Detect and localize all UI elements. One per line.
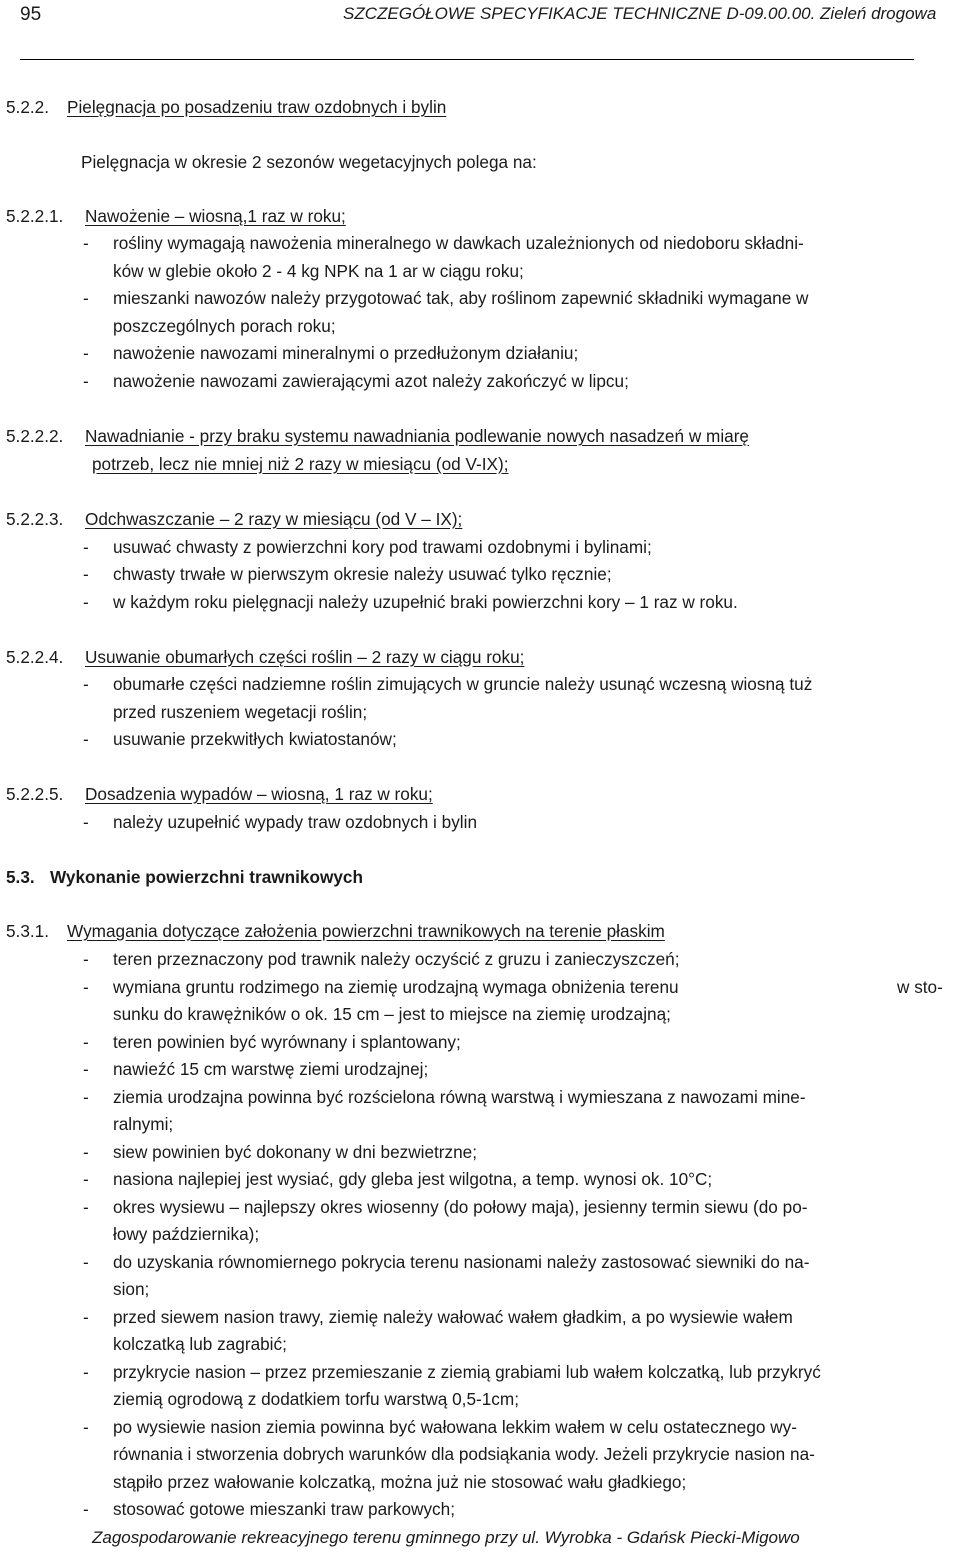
line-fragment: w sto- xyxy=(897,976,943,997)
bullet-dash: - xyxy=(83,949,89,969)
section-number: 5.2.2.4. xyxy=(6,647,64,667)
bullet-dash: - xyxy=(83,1196,89,1217)
section-number: 5.2.2.3. xyxy=(6,509,64,529)
list-item-text: rośliny wymagają nawożenia mineralnego w dawkach uzależnionych od niedoboru składni- xyxy=(113,233,804,253)
list-item-text: ralnymi; xyxy=(113,1114,174,1134)
list-item-text: stosować gotowe mieszanki traw parkowych; xyxy=(113,1499,455,1519)
bullet-dash: - xyxy=(83,674,89,694)
bullet-dash: - xyxy=(83,1169,89,1189)
list-item-text: nasiona najlepiej jest wysiać, gdy gleba jest wilgotna, a temp. wynosi ok. 10°C; xyxy=(113,1169,713,1189)
list-item-text: wymiana gruntu rodzimego na ziemię urodzajną wymaga obniżenia terenu xyxy=(113,976,679,997)
section-title: Nawożenie – wiosną,1 raz w roku; xyxy=(85,206,346,226)
list-item-text: usuwanie przekwitłych kwiatostanów; xyxy=(113,729,397,749)
list-item-text: po wysiewie nasion ziemia powinna być wałowana lekkim wałem w celu ostatecznego wy- xyxy=(113,1416,797,1437)
header-title: SZCZEGÓŁOWE SPECYFIKACJE TECHNICZNE D-09.00.00. Zieleń drogowa xyxy=(343,4,937,23)
list-item-text: łowy października); xyxy=(113,1224,260,1244)
bullet-dash: - xyxy=(83,1306,89,1327)
intro-paragraph: Pielęgnacja w okresie 2 sezonów wegetacyjnych polega na: xyxy=(81,152,537,172)
list-item-text: stąpiło przez wałowanie kolczatką, można już nie stosować wału gładkiego; xyxy=(113,1471,687,1492)
list-item-text: ziemią ogrodową z dodatkiem torfu warstwą 0,5-1cm; xyxy=(113,1389,519,1409)
section-title: Wymagania dotyczące założenia powierzchni trawnikowych na terenie płaskim xyxy=(67,921,665,941)
bullet-dash: - xyxy=(83,564,89,584)
bullet-dash: - xyxy=(83,1141,89,1162)
list-item-text: równania i stworzenia dobrych warunków dla podsiąkania wody. Jeżeli przykrycie nasion na- xyxy=(113,1444,815,1464)
list-item-text: ziemia urodzajna powinna być rozścielona równą warstwą i wymieszana z nawozami mine- xyxy=(113,1086,806,1107)
list-item-text: nawieźć 15 cm warstwę ziemi urodzajnej; xyxy=(113,1059,429,1079)
list-item-text: siew powinien być dokonany w dni bezwietrzne; xyxy=(113,1141,478,1162)
list-item-text: przed siewem nasion trawy, ziemię należy wałować wałem gładkim, a po wysiewie wałem xyxy=(113,1306,793,1327)
list-item-text: okres wysiewu – najlepszy okres wiosenny (do połowy maja), jesienny termin siewu (do po- xyxy=(113,1196,808,1217)
section-title: potrzeb, lecz nie mniej niż 2 razy w miesiącu (od V-IX); xyxy=(92,454,509,474)
list-item-text: obumarłe części nadziemne roślin zimujących w gruncie należy usunąć wczesną wiosną tuż xyxy=(113,674,813,694)
list-item-text: kolczatką lub zagrabić; xyxy=(113,1334,287,1354)
section-number: 5.2.2. xyxy=(6,97,50,117)
list-item-text: sunku do krawężników o ok. 15 cm – jest to miejsce na ziemię urodzajną; xyxy=(113,1004,671,1024)
list-item-text: sion; xyxy=(113,1279,150,1299)
bullet-dash: - xyxy=(83,343,89,363)
section-title: Wykonanie powierzchni trawnikowych xyxy=(50,867,363,887)
section-number: 5.2.2.1. xyxy=(6,206,64,226)
list-item-text: w każdym roku pielęgnacji należy uzupełnić braki powierzchni kory – 1 raz w roku. xyxy=(113,592,738,612)
section-title: Odchwaszczanie – 2 razy w miesiącu (od V – IX); xyxy=(85,509,463,529)
list-item-text: poszczególnych porach roku; xyxy=(113,316,336,336)
section-title: Pielęgnacja po posadzeniu traw ozdobnych i bylin xyxy=(67,97,447,117)
list-item-text: teren przeznaczony pod trawnik należy oczyścić z gruzu i zanieczyszczeń; xyxy=(113,949,680,969)
list-item-text: chwasty trwałe w pierwszym okresie należy usuwać tylko ręcznie; xyxy=(113,564,612,584)
bullet-dash: - xyxy=(83,1361,89,1382)
bullet-dash: - xyxy=(83,1416,89,1437)
section-title: Nawadnianie - przy braku systemu nawadniania podlewanie nowych nasadzeń w miarę xyxy=(85,426,749,446)
section-number: 5.2.2.2. xyxy=(6,426,64,446)
section-title: Dosadzenia wypadów – wiosną, 1 raz w roku; xyxy=(85,784,433,804)
bullet-dash: - xyxy=(83,812,89,832)
bullet-dash: - xyxy=(83,592,89,612)
section-number: 5.2.2.5. xyxy=(6,784,64,804)
header-rule xyxy=(20,59,914,60)
list-item-text: nawożenie nawozami zawierającymi azot należy zakończyć w lipcu; xyxy=(113,371,629,391)
page-number: 95 xyxy=(20,4,42,25)
bullet-dash: - xyxy=(83,1059,89,1079)
page-footer: Zagospodarowanie rekreacyjnego terenu gminnego przy ul. Wyrobka - Gdańsk Piecki-Migowo xyxy=(92,1528,800,1547)
section-title: Usuwanie obumarłych części roślin – 2 razy w ciągu roku; xyxy=(85,647,525,667)
list-item-text: należy uzupełnić wypady traw ozdobnych i bylin xyxy=(113,812,478,832)
list-item-text: przykrycie nasion – przez przemieszanie z ziemią grabiami lub wałem kolczatką, lub przykryć xyxy=(113,1361,821,1382)
bullet-dash: - xyxy=(83,371,89,391)
bullet-dash: - xyxy=(83,1251,89,1272)
bullet-dash: - xyxy=(83,976,89,997)
list-item-text: przed ruszeniem wegetacji roślin; xyxy=(113,702,368,722)
bullet-dash: - xyxy=(83,233,89,253)
list-item-text: usuwać chwasty z powierzchni kory pod trawami ozdobnymi i bylinami; xyxy=(113,537,652,557)
bullet-dash: - xyxy=(83,1086,89,1107)
bullet-dash: - xyxy=(83,729,89,749)
section-number: 5.3. xyxy=(6,867,35,887)
bullet-dash: - xyxy=(83,288,89,308)
section-number: 5.3.1. xyxy=(6,921,50,941)
list-item-text: ków w glebie około 2 - 4 kg NPK na 1 ar w ciągu roku; xyxy=(113,261,524,281)
list-item-text: teren powinien być wyrównany i splantowany; xyxy=(113,1031,461,1052)
list-item-text: nawożenie nawozami mineralnymi o przedłużonym działaniu; xyxy=(113,343,579,363)
bullet-dash: - xyxy=(83,1031,89,1052)
bullet-dash: - xyxy=(83,1499,89,1519)
list-item-text: do uzyskania równomiernego pokrycia terenu nasionami należy zastosować siewniki do na- xyxy=(113,1251,810,1272)
bullet-dash: - xyxy=(83,537,89,557)
list-item-text: mieszanki nawozów należy przygotować tak, aby roślinom zapewnić składniki wymagane w xyxy=(113,288,809,308)
